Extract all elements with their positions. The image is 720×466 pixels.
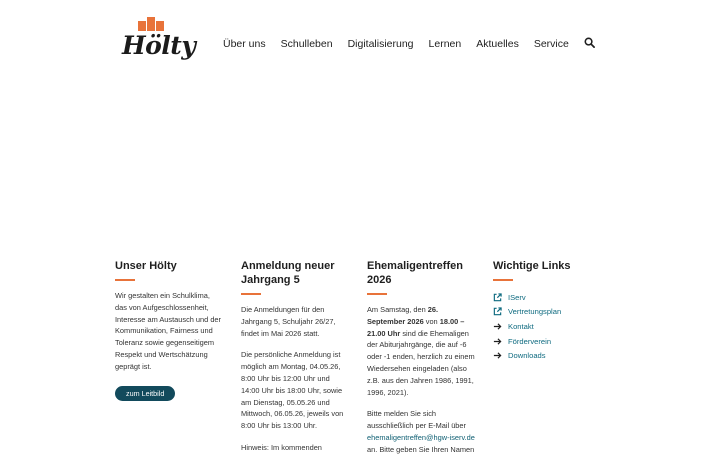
nav-item-schulleben[interactable]: Schulleben [280,38,333,50]
text-part: von [423,316,440,326]
link-iserv[interactable] [493,290,601,305]
section-title: Anmeldung neuer Jahrgang 5 [241,260,335,286]
search-icon[interactable] [584,37,598,51]
nav-item-ueber-uns[interactable]: Über uns [223,38,266,50]
link-label: Kontakt [508,321,534,331]
nav-item-lernen[interactable]: Lernen [428,38,462,50]
section-text: Die persönliche Anmeldung ist möglich am Montag, 04.05.26, 8:00 Uhr bis 12:00 Uhr und 14:00 Uhr bis 18:00 Uhr, sowie am Dienstag, 05.05.26 und Mittwoch, 06.05.26, jeweils von 8:00 Uhr bis 13:00 Uhr. [241,350,344,431]
footer-col-unser-hoelty [115,259,223,401]
section-text: Die Anmeldungen für den Jahrgang 5, Schuljahr 26/27, findet im Mai 2026 statt. [241,305,336,338]
leitbild-button[interactable]: zum Leitbild [115,386,175,401]
email-link[interactable]: ehemaligentreffen@hgw-iserv.de [367,432,475,442]
footer-col-links [493,259,601,363]
section-text [367,304,475,398]
text-part: Bitte melden Sie sich ausschließlich per E-Mail über [367,409,466,431]
text-part: sind die Ehemaligen der Abiturjahrgänge, die auf -6 oder -1 enden, herzlich zu einem Wiedersehen eingeladen (also z.B. aus den Jahren 1986, 1991, 1996, 2021). [367,328,475,397]
arrow-right-icon [493,337,502,346]
section-title: Unser Hölty [115,260,177,272]
logo-text: Hölty [122,31,196,60]
footer-col-ehemalige [367,259,475,466]
link-label: Förderverein [508,336,552,346]
accent-divider [115,279,135,281]
link-foerderverein[interactable] [493,334,601,349]
link-label: Vertretungsplan [508,307,562,317]
link-label: Downloads [508,351,546,361]
accent-divider [367,293,387,295]
arrow-right-icon [493,351,502,360]
external-link-icon [493,293,502,302]
links-list [493,290,601,363]
link-label: IServ [508,292,526,302]
text-part: Am Samstag, den [367,305,428,314]
arrow-right-icon [493,322,502,331]
section-text: Hinweis: Im kommenden [241,442,322,452]
nav-item-aktuelles[interactable]: Aktuelles [476,38,519,50]
external-link-icon [493,307,502,316]
nav-item-digitalisierung[interactable]: Digitalisierung [347,38,414,50]
link-kontakt[interactable] [493,319,601,334]
event-time: 18.00 – 21.00 Uhr [367,316,465,338]
accent-divider [493,279,513,281]
event-date: 26. September 2026 [367,305,439,326]
logo[interactable] [122,17,196,71]
main-nav [223,37,598,51]
footer-col-anmeldung [241,259,349,464]
section-title: Ehemaligentreffen 2026 [367,260,463,286]
nav-item-service[interactable]: Service [533,38,569,50]
link-vertretungsplan[interactable] [493,305,601,320]
link-downloads[interactable] [493,348,601,363]
logo-roofs-icon [138,17,164,31]
accent-divider [241,293,261,295]
section-title: Wichtige Links [493,260,571,272]
text-part: an. Bitte geben Sie Ihren Namen [367,444,475,454]
section-text [367,408,475,455]
section-text: Wir gestalten ein Schulklima, das von Aufgeschlossenheit, Interesse am Austausch und der Kommunikation, Fairness und Toleranz sowie gegenseitigem Respekt und Wertschätzung geprägt ist. [115,291,221,371]
